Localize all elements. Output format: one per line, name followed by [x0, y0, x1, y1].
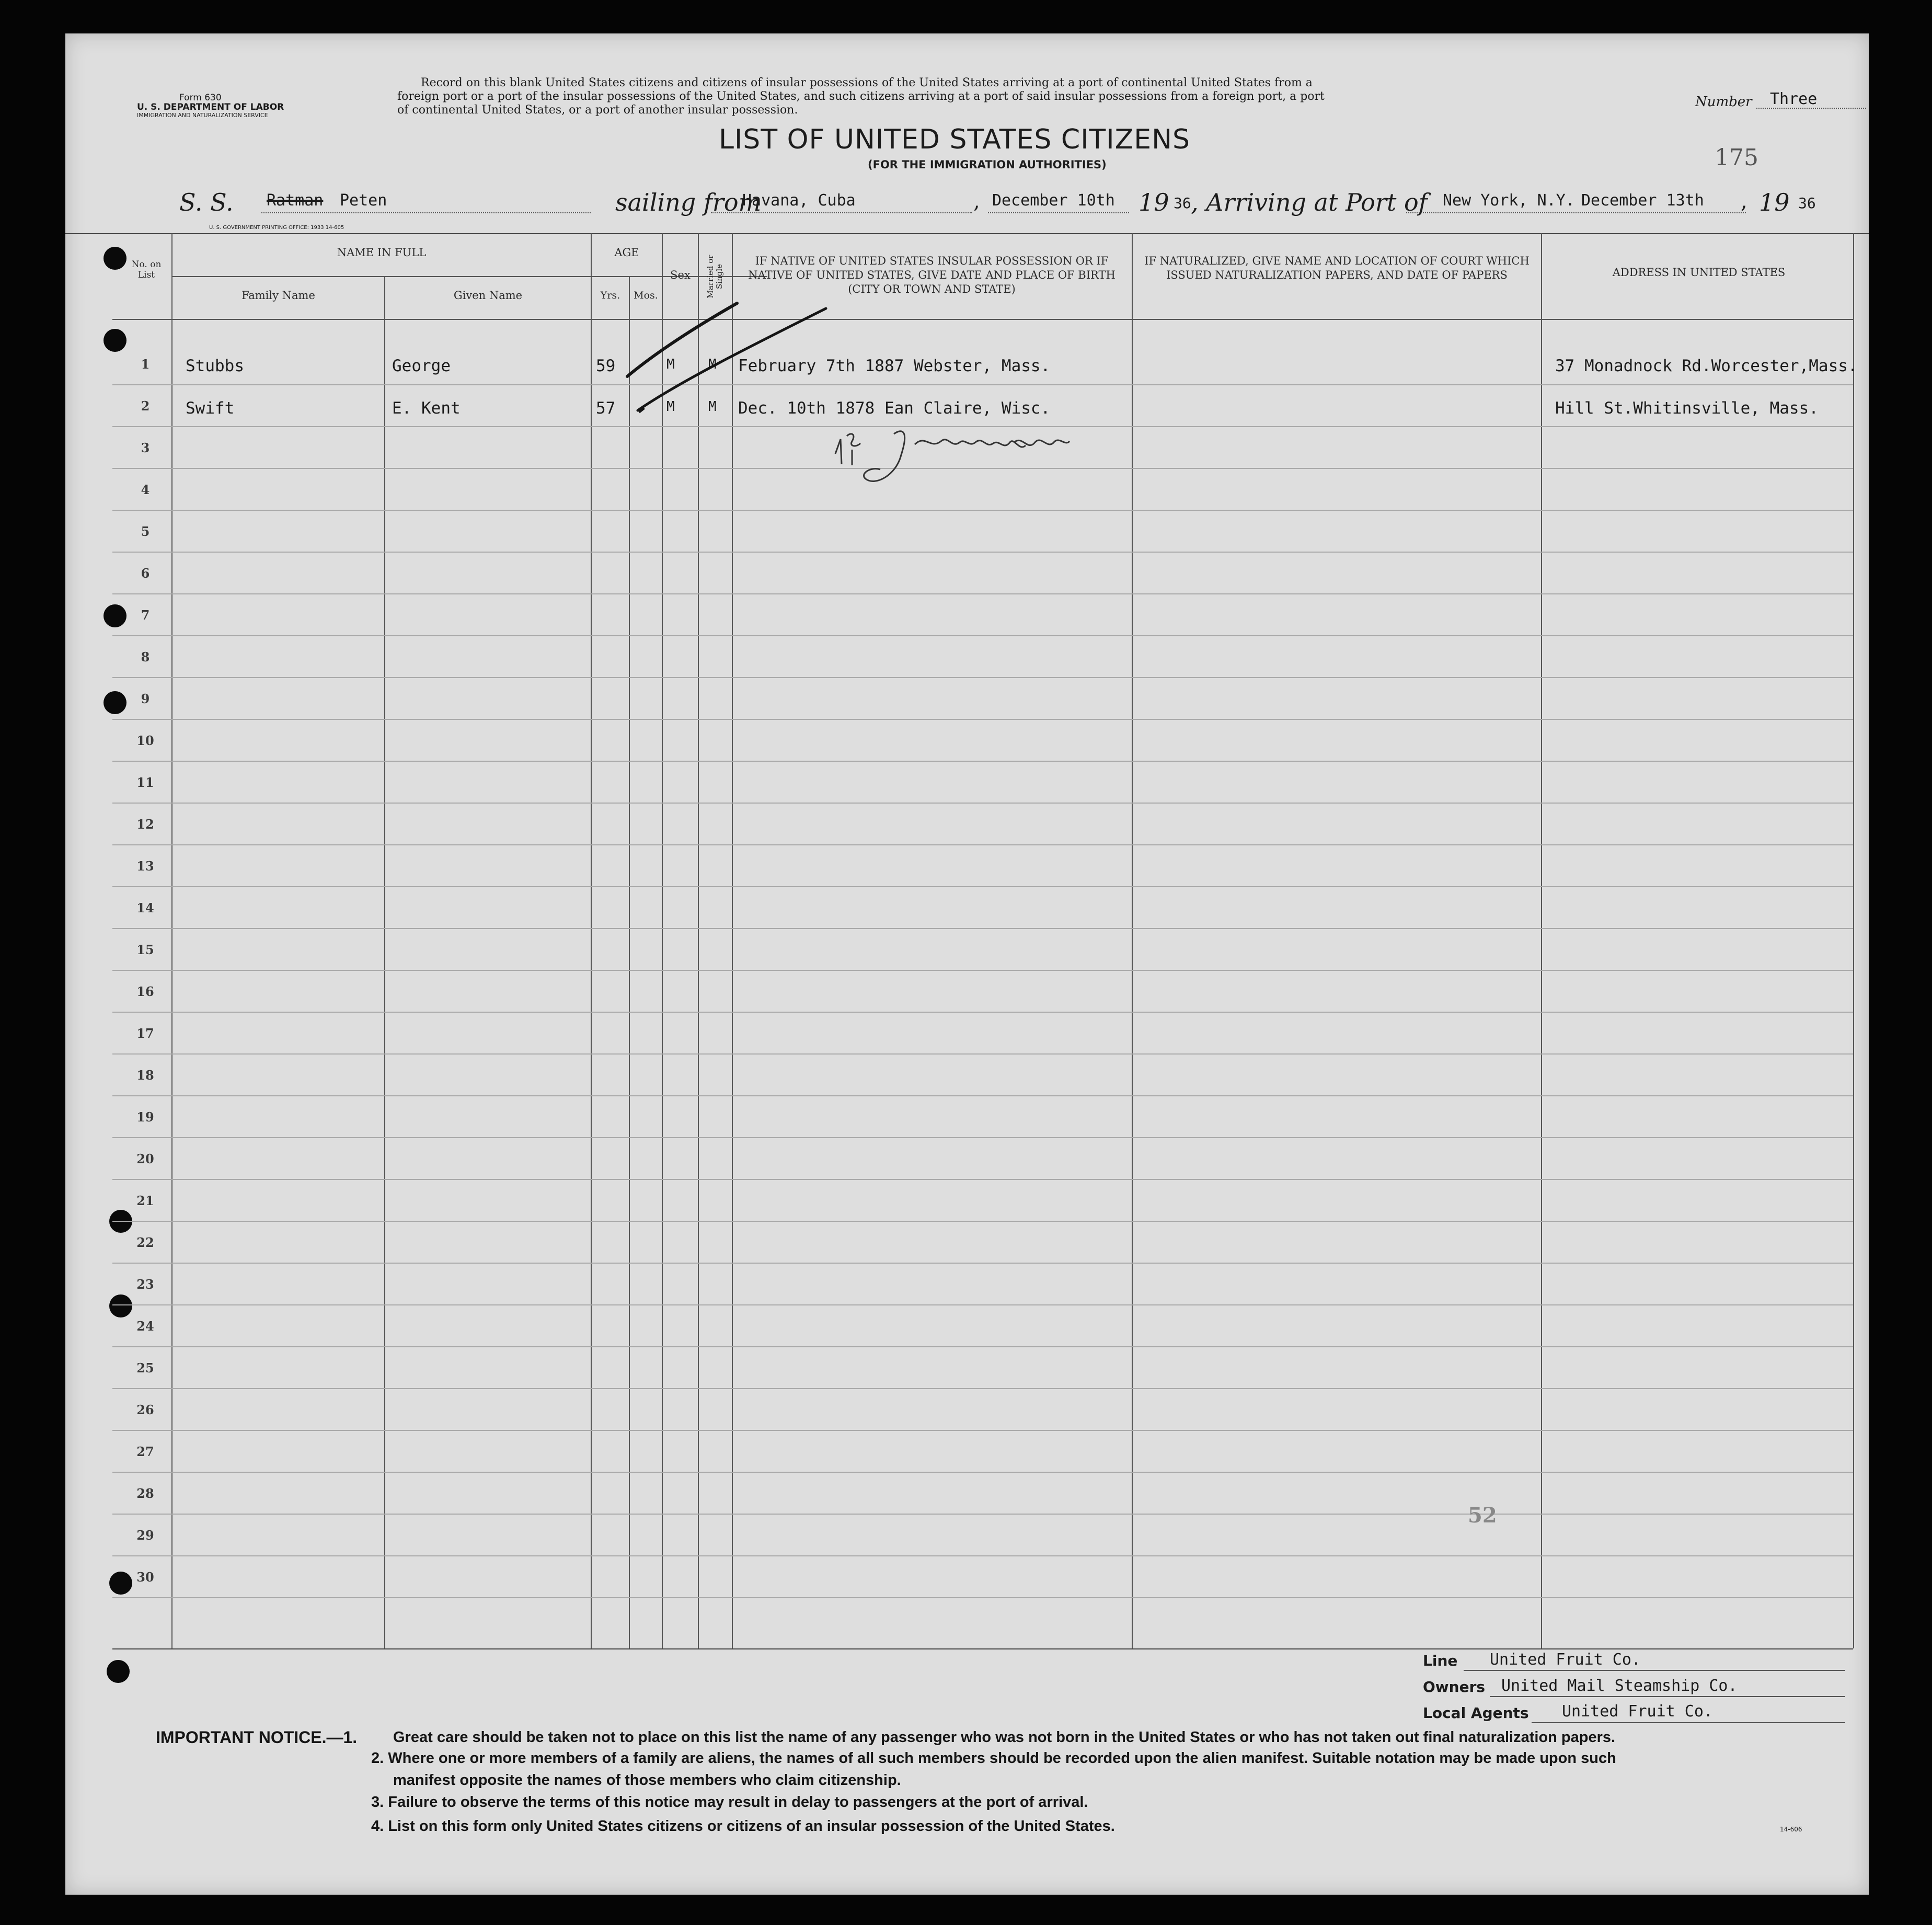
- arrival-date: December 13th: [1581, 191, 1704, 210]
- printing-office-line: U. S. GOVERNMENT PRINTING OFFICE: 1933 14-605: [209, 225, 344, 231]
- col-header-family-name: Family Name: [242, 289, 315, 302]
- row-line: [112, 1430, 1853, 1431]
- page-stamp: 175: [1715, 144, 1758, 171]
- row-number: 26: [136, 1402, 154, 1417]
- arrival-year: 36: [1798, 194, 1816, 212]
- row-number: 14: [136, 900, 154, 915]
- line-value: United Fruit Co.: [1490, 1651, 1641, 1669]
- row-number: 28: [136, 1486, 154, 1501]
- arrival-year-prefix: 19: [1759, 188, 1790, 216]
- depart-date: December 10th: [992, 191, 1115, 210]
- row-number: 6: [141, 566, 150, 581]
- row-line: [112, 1514, 1853, 1515]
- row-number: 9: [141, 691, 150, 706]
- sailing-label: sailing from: [615, 188, 762, 216]
- owners-value: United Mail Steamship Co.: [1501, 1677, 1738, 1695]
- row-number: 8: [141, 649, 150, 664]
- col-divider: [629, 276, 630, 1648]
- col-header-yrs: Yrs.: [600, 290, 620, 301]
- col-divider: [732, 233, 733, 1648]
- agents-value: United Fruit Co.: [1562, 1702, 1713, 1721]
- row-line: [112, 1221, 1853, 1222]
- row-line: [112, 1053, 1853, 1055]
- form-number: Form 630: [179, 93, 222, 103]
- marital-status-cell: M: [708, 399, 717, 415]
- row-line: [112, 719, 1853, 720]
- arrival-port: New York, N.Y.: [1443, 191, 1575, 210]
- punch-hole: [104, 604, 126, 627]
- row-line: [112, 886, 1853, 887]
- address-cell: 37 Monadnock Rd.Worcester,Mass.: [1555, 357, 1858, 375]
- col-header-married-single: Married or Single: [706, 255, 724, 299]
- row-line: [112, 1137, 1853, 1138]
- row-line: [112, 552, 1853, 553]
- owners-underline: [1490, 1696, 1845, 1697]
- ss-label: S. S.: [179, 188, 234, 216]
- birth-info-cell: Dec. 10th 1878 Ean Claire, Wisc.: [738, 399, 1051, 418]
- row-number: 19: [136, 1109, 154, 1125]
- col-header-no: No. on List: [131, 259, 162, 280]
- agents-label: Local Agents: [1423, 1704, 1529, 1722]
- given-name-cell: George: [392, 357, 451, 375]
- row-line: [112, 1095, 1853, 1096]
- row-number: 15: [136, 942, 154, 957]
- table-bottom-rule: [112, 1648, 1853, 1649]
- punch-hole: [104, 329, 126, 352]
- age-years-cell: 57: [596, 399, 616, 418]
- form-subtitle: (FOR THE IMMIGRATION AUTHORITIES): [868, 158, 1107, 171]
- col-header-given-name: Given Name: [453, 289, 523, 302]
- col-header-sex: Sex: [670, 269, 691, 281]
- row-number: 23: [136, 1277, 154, 1292]
- row-line: [112, 384, 1853, 385]
- row-number: 13: [136, 858, 154, 874]
- col-header-naturalized: IF NATURALIZED, GIVE NAME AND LOCATION OF COURT WHICH ISSUED NATURALIZATION PAPERS, AND DATE OF PAPERS: [1144, 255, 1530, 281]
- row-line: [112, 844, 1853, 845]
- punch-hole: [104, 691, 126, 714]
- instruction-line-2: foreign port or a port of the insular possessions of the United States, and such citizens arriving at a port of said insular possessions from a foreign port, a port: [397, 90, 1325, 103]
- manifest-page: [65, 33, 1869, 1895]
- row-line: [112, 761, 1853, 762]
- row-number: 27: [136, 1444, 154, 1459]
- col-divider: [1541, 233, 1542, 1648]
- row-number: 25: [136, 1360, 154, 1376]
- row-line: [112, 1388, 1853, 1389]
- row-number: 17: [136, 1026, 154, 1041]
- family-name-cell: Swift: [186, 399, 235, 418]
- row-number: 29: [136, 1528, 154, 1543]
- ship-name-underline: [261, 212, 591, 213]
- col-header-address: ADDRESS IN UNITED STATES: [1612, 266, 1786, 279]
- row-number: 20: [136, 1151, 154, 1166]
- row-number: 22: [136, 1235, 154, 1250]
- punch-hole: [109, 1572, 132, 1595]
- table-header-rule: [112, 319, 1853, 320]
- row-line: [112, 677, 1853, 678]
- col-header-mos: Mos.: [634, 290, 658, 301]
- row-number: 30: [136, 1569, 154, 1585]
- row-line: [112, 928, 1853, 929]
- depart-year: 36: [1174, 194, 1191, 212]
- row-number: 11: [136, 775, 154, 790]
- sex-cell: M: [666, 399, 675, 415]
- notice-item-3: 3. Failure to observe the terms of this notice may result in delay to passengers at the port of arrival.: [371, 1794, 1088, 1811]
- from-port: Havana, Cuba: [742, 191, 856, 210]
- row-line: [112, 1012, 1853, 1013]
- depart-year-prefix: 19: [1138, 188, 1169, 216]
- col-divider: [1853, 233, 1854, 1648]
- line-underline: [1464, 1670, 1845, 1671]
- line-label: Line: [1423, 1652, 1458, 1669]
- arriving-label: , Arriving at Port of: [1191, 188, 1428, 216]
- notice-item-4: 4. List on this form only United States citizens or citizens of an insular possession of the United States.: [371, 1818, 1115, 1835]
- age-years-cell: 59: [596, 357, 616, 375]
- ship-name: Peten: [340, 191, 387, 210]
- row-line: [112, 1263, 1853, 1264]
- row-number: 21: [136, 1193, 154, 1208]
- address-cell: Hill St.Whitinsville, Mass.: [1555, 399, 1819, 418]
- row-number: 7: [141, 608, 150, 623]
- punch-hole: [109, 1294, 132, 1317]
- notice-item-2a: 2. Where one or more members of a family are aliens, the names of all such members should be recorded upon the alien manifest. Suitable notation may be made upon such: [371, 1750, 1616, 1767]
- department-name: U. S. DEPARTMENT OF LABOR: [137, 102, 284, 112]
- row-number: 3: [141, 440, 150, 455]
- row-line: [112, 1304, 1853, 1305]
- col-divider: [171, 233, 172, 1648]
- owners-label: Owners: [1423, 1678, 1486, 1695]
- instruction-line-1: Record on this blank United States citizens and citizens of insular possessions of the United States arriving at a port of continental United States from a: [421, 76, 1313, 89]
- notice-item-1: Great care should be taken not to place on this list the name of any passenger who was not born in the United States or who has not taken out final naturalization papers.: [393, 1729, 1616, 1746]
- row-number: 5: [141, 524, 150, 539]
- col-divider: [698, 233, 699, 1648]
- row-number: 18: [136, 1068, 154, 1083]
- row-number: 4: [141, 482, 150, 497]
- row-line: [112, 1555, 1853, 1556]
- service-name: IMMIGRATION AND NATURALIZATION SERVICE: [137, 112, 268, 119]
- form-title: LIST OF UNITED STATES CITIZENS: [719, 124, 1191, 155]
- notice-heading: IMPORTANT NOTICE.—1.: [156, 1728, 358, 1747]
- number-label: Number: [1695, 94, 1752, 110]
- row-number: 12: [136, 817, 154, 832]
- col-header-age: AGE: [614, 246, 639, 259]
- marital-status-cell: M: [708, 357, 717, 372]
- given-name-cell: E. Kent: [392, 399, 461, 418]
- row-number: 16: [136, 984, 154, 999]
- row-line: [112, 593, 1853, 594]
- pen-check-marks: [617, 293, 847, 418]
- number-value: Three: [1770, 90, 1818, 108]
- page-count-stamp: 52: [1468, 1503, 1497, 1528]
- row-line: [112, 510, 1853, 511]
- col-header-name-in-full: NAME IN FULL: [337, 246, 427, 259]
- sex-cell: M: [666, 357, 675, 372]
- arrival-underline: [1406, 212, 1746, 213]
- row-line: [112, 635, 1853, 636]
- comma: ,: [1741, 189, 1747, 213]
- ship-name-struck: Ratman: [267, 191, 324, 210]
- row-line: [112, 1179, 1853, 1180]
- number-underline: [1756, 108, 1866, 109]
- col-header-birth-info: IF NATIVE OF UNITED STATES INSULAR POSSESSION OR IF NATIVE OF UNITED STATES, GIVE DATE AND PLACE OF BIRTH (CITY OR TOWN AND STATE): [748, 255, 1116, 295]
- row-line: [112, 1472, 1853, 1473]
- col-divider: [384, 276, 385, 1648]
- birth-info-cell: February 7th 1887 Webster, Mass.: [738, 357, 1051, 375]
- row-line: [112, 1346, 1853, 1347]
- row-number: 2: [141, 398, 150, 414]
- from-port-underline: [711, 212, 972, 213]
- col-divider: [662, 233, 663, 1648]
- notice-item-2b: manifest opposite the names of those members who claim citizenship.: [393, 1772, 901, 1789]
- col-divider: [591, 233, 592, 1648]
- table-top-rule: [65, 233, 1869, 234]
- row-line: [112, 1597, 1853, 1598]
- handwritten-signature: [831, 413, 1187, 491]
- row-number: 10: [136, 733, 154, 748]
- row-number: 1: [141, 357, 150, 372]
- agents-underline: [1532, 1722, 1845, 1723]
- row-line: [112, 803, 1853, 804]
- punch-hole: [107, 1660, 130, 1683]
- comma: ,: [973, 189, 980, 213]
- punch-hole: [104, 247, 126, 270]
- family-name-cell: Stubbs: [186, 357, 244, 375]
- depart-date-underline: [988, 212, 1129, 213]
- footer-code: 14-606: [1780, 1826, 1802, 1833]
- instruction-line-3: of continental United States, or a port of another insular possession.: [397, 104, 798, 117]
- row-line: [112, 970, 1853, 971]
- row-number: 24: [136, 1319, 154, 1334]
